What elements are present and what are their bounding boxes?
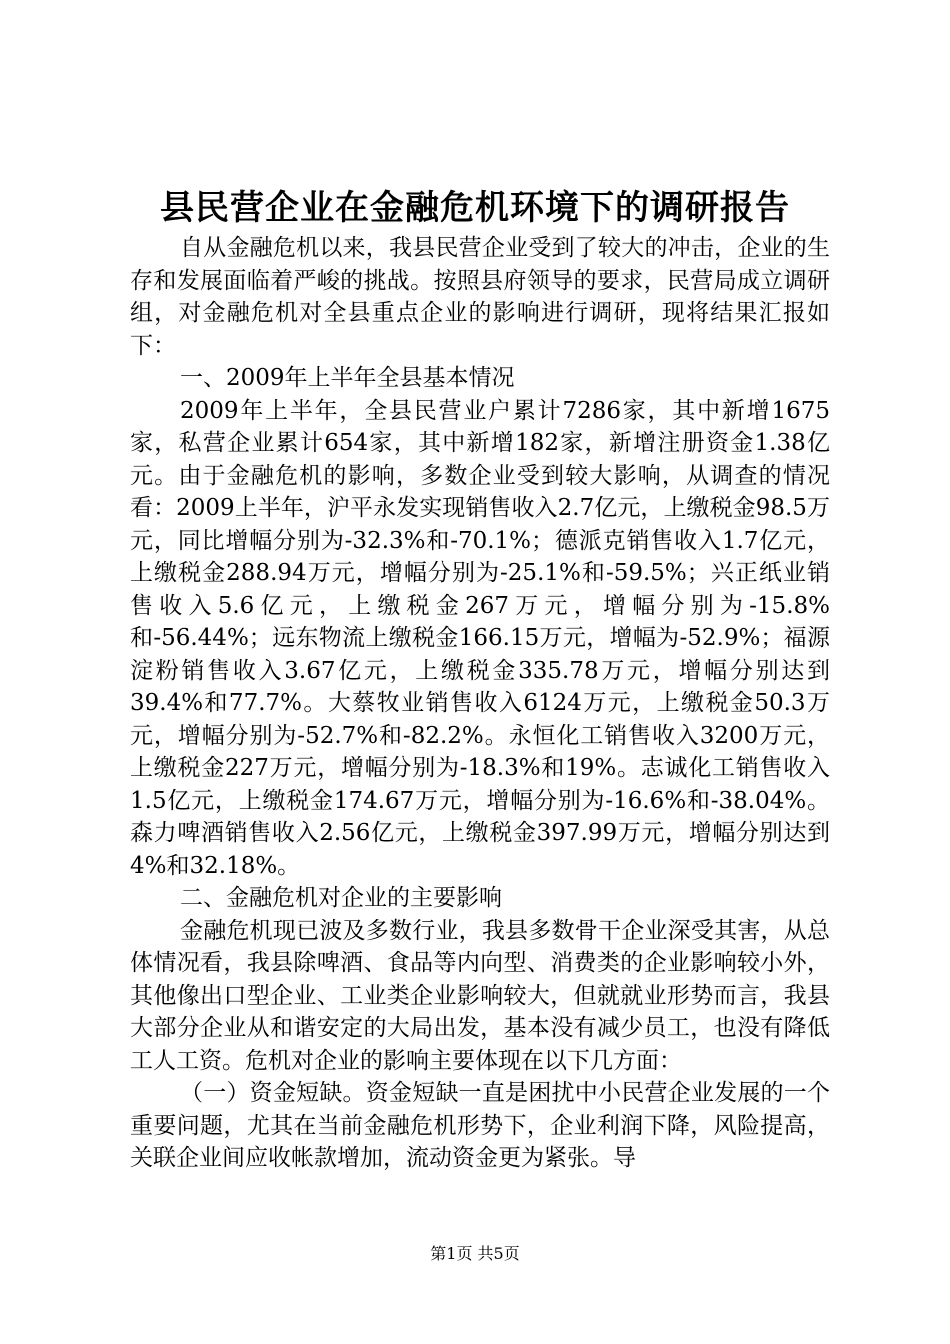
section-heading-1: 一、2009年上半年全县基本情况: [180, 365, 515, 391]
paragraph-intro: 自从金融危机以来，我县民营企业受到了较大的冲击，企业的生存和发展面临着严峻的挑战。按照县府领导的要求，民营局成立调研组，对金融危机对全县重点企业的影响进行调研，现将结果汇报如下：: [130, 235, 830, 359]
page-footer: 第1页 共5页: [430, 1244, 520, 1263]
section-heading-2: 二、金融危机对企业的主要影响: [180, 885, 502, 911]
paragraph-impact: 金融危机现已波及多数行业，我县多数骨干企业深受其害，从总体情况看，我县除啤酒、食品等内向型、消费类的企业影响较小外，其他像出口型企业、工业类企业影响较大，但就就业形势而言，我县大部分企业从和谐安定的大局出发，基本没有减少员工，也没有降低工人工资。危机对企业的影响主要体现在以下几方面：: [130, 917, 830, 1074]
document-body: [130, 232, 830, 1175]
paragraph-statistics: 2009年上半年，全县民营业户累计7286家，其中新增1675家，私营企业累计654家，其中新增182家，新增注册资金1.38亿元。由于金融危机的影响，多数企业受到较大影响，从调查的情况看：2009上半年，沪平永发实现销售收入2.7亿元，上缴税金98.5万元，同比增幅分别为-32.3%和-70.1%；德派克销售收入1.7亿元，上缴税金288.94万元，增幅分别为-25.1%和-59.5%；兴正纸业销售收入5.6亿元，上缴税金267万元，增幅分别为-15.8%和-56.44%；远东物流上缴税金166.15万元，增幅为-52.9%；福源淀粉销售收入3.67亿元，上缴税金335.78万元，增幅分别达到39.4%和77.7%。大蔡牧业销售收入6124万元，上缴税金50.3万元，增幅分别为-52.7%和-82.2%。永恒化工销售收入3200万元，上缴税金227万元，增幅分别为-18.3%和19%。志诚化工销售收入1.5亿元，上缴税金174.67万元，增幅分别为-16.6%和-38.04%。森力啤酒销售收入2.56亿元，上缴税金397.99万元，增幅分别达到4%和32.18%。: [130, 397, 830, 879]
document-title: 县民营企业在金融危机环境下的调研报告: [160, 188, 790, 228]
paragraph-funding-shortage: （一）资金短缺。资金短缺一直是困扰中小民营企业发展的一个重要问题，尤其在当前金融危机形势下，企业利润下降，风险提高，关联企业间应收帐款增加，流动资金更为紧张。导: [130, 1080, 830, 1171]
